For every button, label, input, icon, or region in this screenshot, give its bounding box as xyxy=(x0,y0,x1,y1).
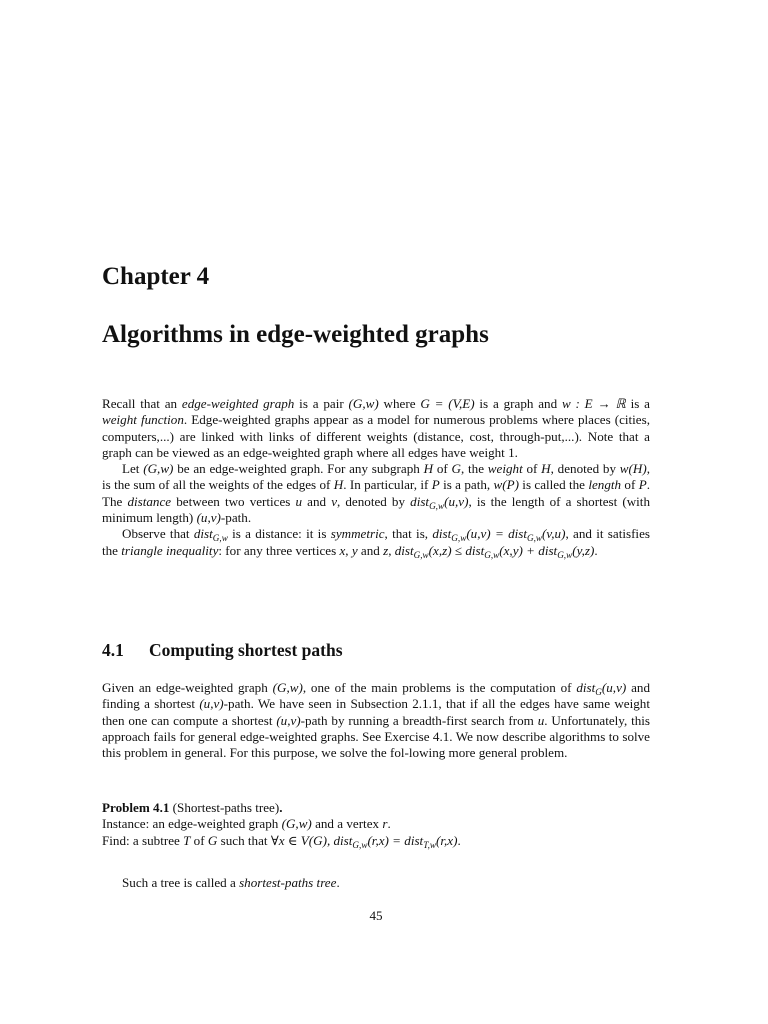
math: (u,v) xyxy=(276,712,301,728)
math: w : E → ℝ xyxy=(561,396,626,411)
section-title: Computing shortest paths xyxy=(149,640,343,660)
math: (r,x) = xyxy=(367,832,405,848)
chapter-label: Chapter 4 xyxy=(102,263,210,290)
problem-label: Problem 4.1 xyxy=(102,800,170,815)
math: r xyxy=(382,816,388,832)
math: u xyxy=(537,712,545,728)
math-subscript: G,w xyxy=(557,549,573,560)
section-paragraph-1: Given an edge-weighted graph (G,w), one of the main problems is the computation of dist$_G$(u,v) and finding a shortest (u,v)-path. We have seen in Subsection 2.1.1, that if all the edges have same weight then one can compute a shortest (u,v)-path by running a breadth-first search from u. Unfortunately, this approach fails for general edge-weighted graphs. See Exercise 4.1. We now describe algorithms to solve this problem in general. For this purpose, we solve the fol-lowing more general problem. xyxy=(102,680,651,761)
math: (x,y) + xyxy=(499,542,535,558)
math: dist xyxy=(404,832,424,848)
section-number: 4.1 xyxy=(102,640,124,660)
math: T xyxy=(183,832,191,848)
problem-statement xyxy=(102,800,650,849)
math: (u,v) xyxy=(601,680,627,695)
intro-paragraph-1: Recall that an edge-weighted graph is a pair (G,w) where G = (V,E) is a graph and w : E → ℝ is a weight function. Edge-weighted graphs appear as a model for numerous problems where places (cities, computers,...) are linked with links of different weights (distance, cost, through-put,...). Note that a graph can be viewed as an edge-weighted graph where all edges have weight 1. xyxy=(102,396,650,460)
intro-text xyxy=(102,396,650,559)
math: y xyxy=(351,542,358,558)
term-symmetric: symmetric xyxy=(330,526,385,542)
math: dist xyxy=(193,526,213,542)
math: u xyxy=(295,493,303,509)
math: dist xyxy=(465,542,485,558)
problem-header: Problem 4.1 (Shortest-paths tree). xyxy=(102,800,283,815)
intro-paragraph-2: Let (G,w) be an edge-weighted graph. For any subgraph H of G, the weight of H, denoted by w(H), is the sum of all the weights of the edges of H. In particular, if P is a path, w(P) is called the length of P. The distance between two vertices u and v, denoted by dist$_{G,w}$(u,v), is the length of a shortest (with minimum length) (u,v)-path. xyxy=(102,461,650,526)
math-subscript: G,w xyxy=(527,533,543,544)
math: dist xyxy=(333,832,353,848)
math: dist xyxy=(538,542,558,558)
term-weight-function: weight function xyxy=(102,412,184,428)
math-subscript: G,w xyxy=(212,533,228,544)
term-weight: weight xyxy=(487,461,523,477)
intro-paragraph-3: Observe that dist$_{G,w}$ is a distance: it is symmetric, that is, dist$_{G,w}$(u,v) = dist$_{G,w}$(v,u), and it satisfies the triangle inequality: for any three vertices x, y and z, dist$_{G,w}$(x,z) ≤ dist$_{G,w}$(x,y) + dist$_{G,w}$(y,z). xyxy=(102,526,650,560)
page-number: 45 xyxy=(369,908,383,923)
closing-sentence: Such a tree is called a shortest-paths tree. xyxy=(122,875,340,890)
math: dist xyxy=(432,526,452,542)
math: (u,v) xyxy=(444,493,469,509)
problem-instance: Instance: an edge-weighted graph (G,w) and a vertex r. xyxy=(102,816,391,832)
math: H xyxy=(423,461,434,477)
math: v xyxy=(331,493,337,509)
math: ∀x ∈ V(G), xyxy=(270,832,334,848)
math-subscript: G xyxy=(595,687,602,697)
math: (G,w) xyxy=(281,816,312,832)
math: H xyxy=(333,477,344,493)
math: (y,z) xyxy=(572,542,595,558)
math-subscript: G,w xyxy=(352,839,368,850)
math: dist xyxy=(410,493,430,509)
math: (u,v) xyxy=(199,696,224,712)
math: dist xyxy=(508,526,528,542)
math: z xyxy=(383,542,389,558)
section-text xyxy=(102,680,650,761)
term-distance: distance xyxy=(127,493,172,509)
math: dist xyxy=(576,680,596,695)
math: P xyxy=(431,477,440,493)
term-triangle-inequality: triangle inequality xyxy=(121,542,219,558)
math: (u,v) xyxy=(196,510,221,526)
math: (u,v) = xyxy=(466,526,509,542)
chapter-title: Algorithms in edge-weighted graphs xyxy=(102,321,489,348)
problem-find: Find: a subtree T of G such that ∀x ∈ V(G), dist$_{G,w}$(r,x) = dist$_{T,w}$(r,x). xyxy=(102,832,461,850)
math-subscript: G,w xyxy=(413,549,429,560)
math: x xyxy=(339,542,346,558)
math: P xyxy=(638,477,647,493)
problem-name: (Shortest-paths tree) xyxy=(169,800,280,815)
term-shortest-paths-tree: shortest-paths tree xyxy=(239,875,337,890)
math: G xyxy=(451,461,461,477)
math: G = (V,E) xyxy=(420,396,475,411)
math-subscript: G,w xyxy=(451,533,467,544)
math: (G,w) xyxy=(348,396,379,411)
math: w(H) xyxy=(619,461,647,477)
math-subscript: G,w xyxy=(484,549,500,560)
math-subscript: G,w xyxy=(429,500,445,511)
math: dist xyxy=(394,542,414,558)
math: w(P) xyxy=(493,477,519,493)
math: (v,u) xyxy=(542,526,566,542)
math-subscript: T,w xyxy=(423,839,437,850)
term-edge-weighted-graph: edge-weighted graph xyxy=(181,396,295,411)
math: H xyxy=(541,461,551,477)
math: (G,w) xyxy=(272,680,303,695)
math: (r,x) xyxy=(436,832,458,848)
math: (x,z) ≤ xyxy=(428,542,466,558)
math: (G,w) xyxy=(143,461,174,477)
section-heading xyxy=(102,638,343,662)
term-length: length xyxy=(588,477,622,493)
math: G xyxy=(207,832,218,848)
